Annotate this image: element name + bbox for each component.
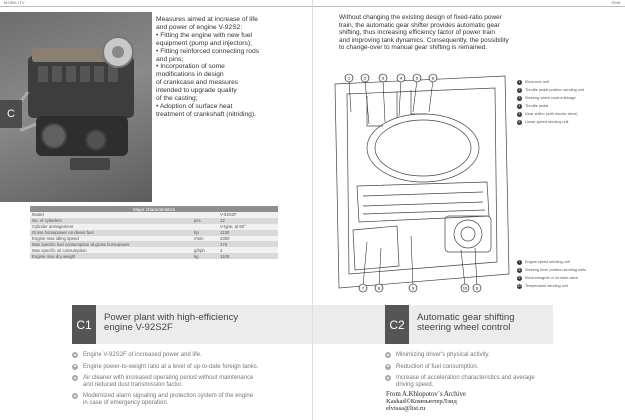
legend-label: Linear speed sending unit bbox=[525, 120, 569, 124]
left-header-label: MOBILITY bbox=[4, 0, 26, 5]
table-cell-name: Model bbox=[30, 212, 192, 218]
table-cell-value: V-92S2F bbox=[218, 212, 278, 218]
engine-illustration bbox=[0, 12, 152, 202]
legend-number: 10 bbox=[517, 284, 522, 288]
table-cell-name: Max specific oil consumption bbox=[30, 247, 192, 253]
legend-label: Throttle pedal position sending unit bbox=[525, 88, 584, 92]
left-header-strip bbox=[0, 0, 312, 7]
callout-2: 2 bbox=[363, 75, 367, 81]
bullet-arrow-icon bbox=[385, 352, 391, 358]
legend-label: Engine speed sending unit bbox=[525, 260, 570, 264]
bullet-arrow-icon bbox=[385, 364, 391, 370]
list-item bbox=[385, 375, 585, 388]
list-item bbox=[72, 364, 304, 371]
legend-number: 4 bbox=[518, 104, 521, 108]
table-cell-name: Cylinder arrangement bbox=[30, 224, 192, 230]
bullet-arrow-icon bbox=[385, 375, 391, 381]
legend-item bbox=[517, 110, 584, 118]
section-c2-bullets bbox=[385, 352, 585, 393]
legend-bottom bbox=[517, 258, 586, 290]
bullet-text: Engine V-92S2F of increased power and life. bbox=[83, 352, 202, 358]
tank-hull-schematic bbox=[327, 66, 513, 298]
legend-item bbox=[517, 118, 584, 126]
legend-item bbox=[517, 258, 586, 266]
legend-item bbox=[517, 274, 586, 282]
legend-label: Steering wheel control linkage bbox=[525, 96, 576, 100]
legend-number: 8 bbox=[518, 268, 521, 272]
table-cell-unit: g/hph bbox=[192, 247, 218, 253]
legend-top bbox=[517, 78, 584, 126]
archive-stamp bbox=[386, 391, 486, 412]
table-row bbox=[30, 253, 278, 259]
stamp-line-2: Kaskad©КомпьютерЛэнд bbox=[386, 398, 457, 405]
legend-item bbox=[517, 78, 584, 86]
legend-label: Throttle pedal bbox=[525, 104, 549, 108]
legend-number: 3 bbox=[518, 96, 521, 100]
list-item bbox=[385, 352, 585, 359]
section-c2-heading bbox=[313, 305, 553, 344]
table-cell-value: 4 bbox=[218, 247, 278, 253]
table-cell-name: No. of cylinders bbox=[30, 218, 192, 224]
legend-item bbox=[517, 94, 584, 102]
legend-number: 2 bbox=[518, 88, 521, 92]
section-c2-title: Automatic gear shifting steering wheel control bbox=[417, 312, 515, 333]
table-cell-value: 170 bbox=[218, 241, 278, 247]
table-cell-unit: hp bbox=[192, 230, 218, 236]
engine-measures-text: Measures aimed at increase of life and power of engine V-92S2: • Fitting the engine with new fuel equipment (pump and injectors); • Fitting reinforced connecting rods and pins; • Incorporation of some modifications in design of crankcase and measures intended to upgrade quality of the casting; • Adoption of surface heat treatment of crankshaft (nitriding). bbox=[156, 16, 260, 118]
bullet-text: Reduction of fuel consumption. bbox=[396, 363, 479, 370]
legend-number: 9 bbox=[518, 276, 521, 280]
table-title: Major characteristics bbox=[30, 206, 278, 212]
table-cell-value: 1100 bbox=[218, 253, 278, 259]
callout-3: 3 bbox=[381, 75, 385, 81]
callout-1: 1 bbox=[347, 75, 351, 81]
stamp-line-1: From A.Khlopotov`s Archive bbox=[386, 391, 466, 398]
gear-shifter-intro-text: Without changing the existing design of fixed-ratio power train, the automatic gear shifter provides automatic gear shifting, thus increasing efficiency factor of power train and improving tank dynamics. Consequently, the possibility to change-over to manual gear shifting is remained. bbox=[339, 14, 509, 52]
section-c2-code: C2 bbox=[385, 305, 409, 344]
callout-9: 9 bbox=[411, 285, 415, 291]
table-cell-unit: pcs bbox=[192, 218, 218, 224]
callout-7: 7 bbox=[361, 285, 365, 291]
section-c1-title: Power plant with high-efficiency engine V-92S2F bbox=[104, 312, 239, 333]
list-item bbox=[72, 393, 304, 406]
callout-4: 4 bbox=[399, 75, 403, 81]
table-cell-name: Engine max idling speed bbox=[30, 236, 192, 242]
callout-8: 8 bbox=[377, 285, 381, 291]
list-item bbox=[72, 375, 304, 388]
table-cell-value: 2300 bbox=[218, 236, 278, 242]
right-header-strip bbox=[313, 0, 625, 7]
section-c1-bullets bbox=[72, 352, 304, 412]
right-page bbox=[313, 0, 625, 420]
table-cell-value: 12 bbox=[218, 218, 278, 224]
table-cell-name: Max specific fuel consumption at gross horsepower bbox=[30, 241, 192, 247]
callout-6: 6 bbox=[431, 75, 435, 81]
stamp-line-3: elvissa@list.ru bbox=[386, 405, 426, 412]
bullet-text: Increase of acceleration characteristics and average driving speed. bbox=[396, 375, 535, 388]
legend-label: Steering lever position sending units bbox=[525, 268, 586, 272]
left-page bbox=[0, 0, 312, 420]
legend-item bbox=[517, 102, 584, 110]
legend-number: 6 bbox=[518, 120, 521, 124]
right-header-label: SMK bbox=[611, 0, 621, 5]
legend-item bbox=[517, 86, 584, 94]
bullet-arrow-icon bbox=[72, 364, 78, 370]
bullet-arrow-icon bbox=[72, 393, 78, 399]
bullet-text: Minimizing driver's physical activity. bbox=[396, 352, 490, 358]
table-cell-unit: r/min bbox=[192, 236, 218, 242]
table-cell-value: V-type, at 60° bbox=[218, 224, 278, 230]
section-c1-code: C1 bbox=[72, 305, 96, 344]
legend-number: 5 bbox=[518, 112, 521, 116]
legend-label: Temperature sending unit bbox=[525, 284, 568, 288]
legend-label: Electronic unit bbox=[525, 80, 549, 84]
legend-label: Electromagnet of oil drain valve bbox=[525, 276, 578, 280]
engine-photo-panel bbox=[0, 12, 152, 202]
bullet-arrow-icon bbox=[72, 375, 78, 381]
major-characteristics-table bbox=[30, 206, 278, 259]
section-c1-heading bbox=[72, 305, 312, 344]
table-cell-unit: kg bbox=[192, 253, 218, 259]
bullet-arrow-icon bbox=[72, 352, 78, 358]
legend-item bbox=[517, 266, 586, 274]
legend-number: 1 bbox=[518, 80, 521, 84]
bullet-text: Modernized alarm signaling and protection system of the engine in case of emergency operation. bbox=[83, 393, 254, 406]
bullet-text: Engine power-to-weight ratio at a level of up-to-date foreign tanks. bbox=[83, 363, 259, 370]
legend-label: Gear shifter (with electric drive) bbox=[525, 112, 578, 116]
list-item bbox=[72, 352, 304, 359]
table-cell-value: 1130 bbox=[218, 230, 278, 236]
table-cell-name: Gross horsepower on diesel fuel bbox=[30, 230, 192, 236]
legend-number: 7 bbox=[518, 260, 521, 264]
callout-6-bottom: 6 bbox=[475, 285, 479, 291]
side-tab-c bbox=[0, 100, 22, 128]
callout-5: 5 bbox=[415, 75, 419, 81]
gear-shifter-intro bbox=[339, 14, 539, 52]
engine-measures-box bbox=[152, 12, 302, 202]
table-cell-name: Engine max dry weight bbox=[30, 253, 192, 259]
callout-10: 10 bbox=[462, 285, 468, 291]
list-item bbox=[385, 364, 585, 371]
side-tab-label: C bbox=[7, 108, 15, 120]
bullet-text: Air cleaner with increased operating period without maintenance and reduced dust transmission factor. bbox=[83, 375, 254, 388]
legend-item bbox=[517, 282, 586, 290]
